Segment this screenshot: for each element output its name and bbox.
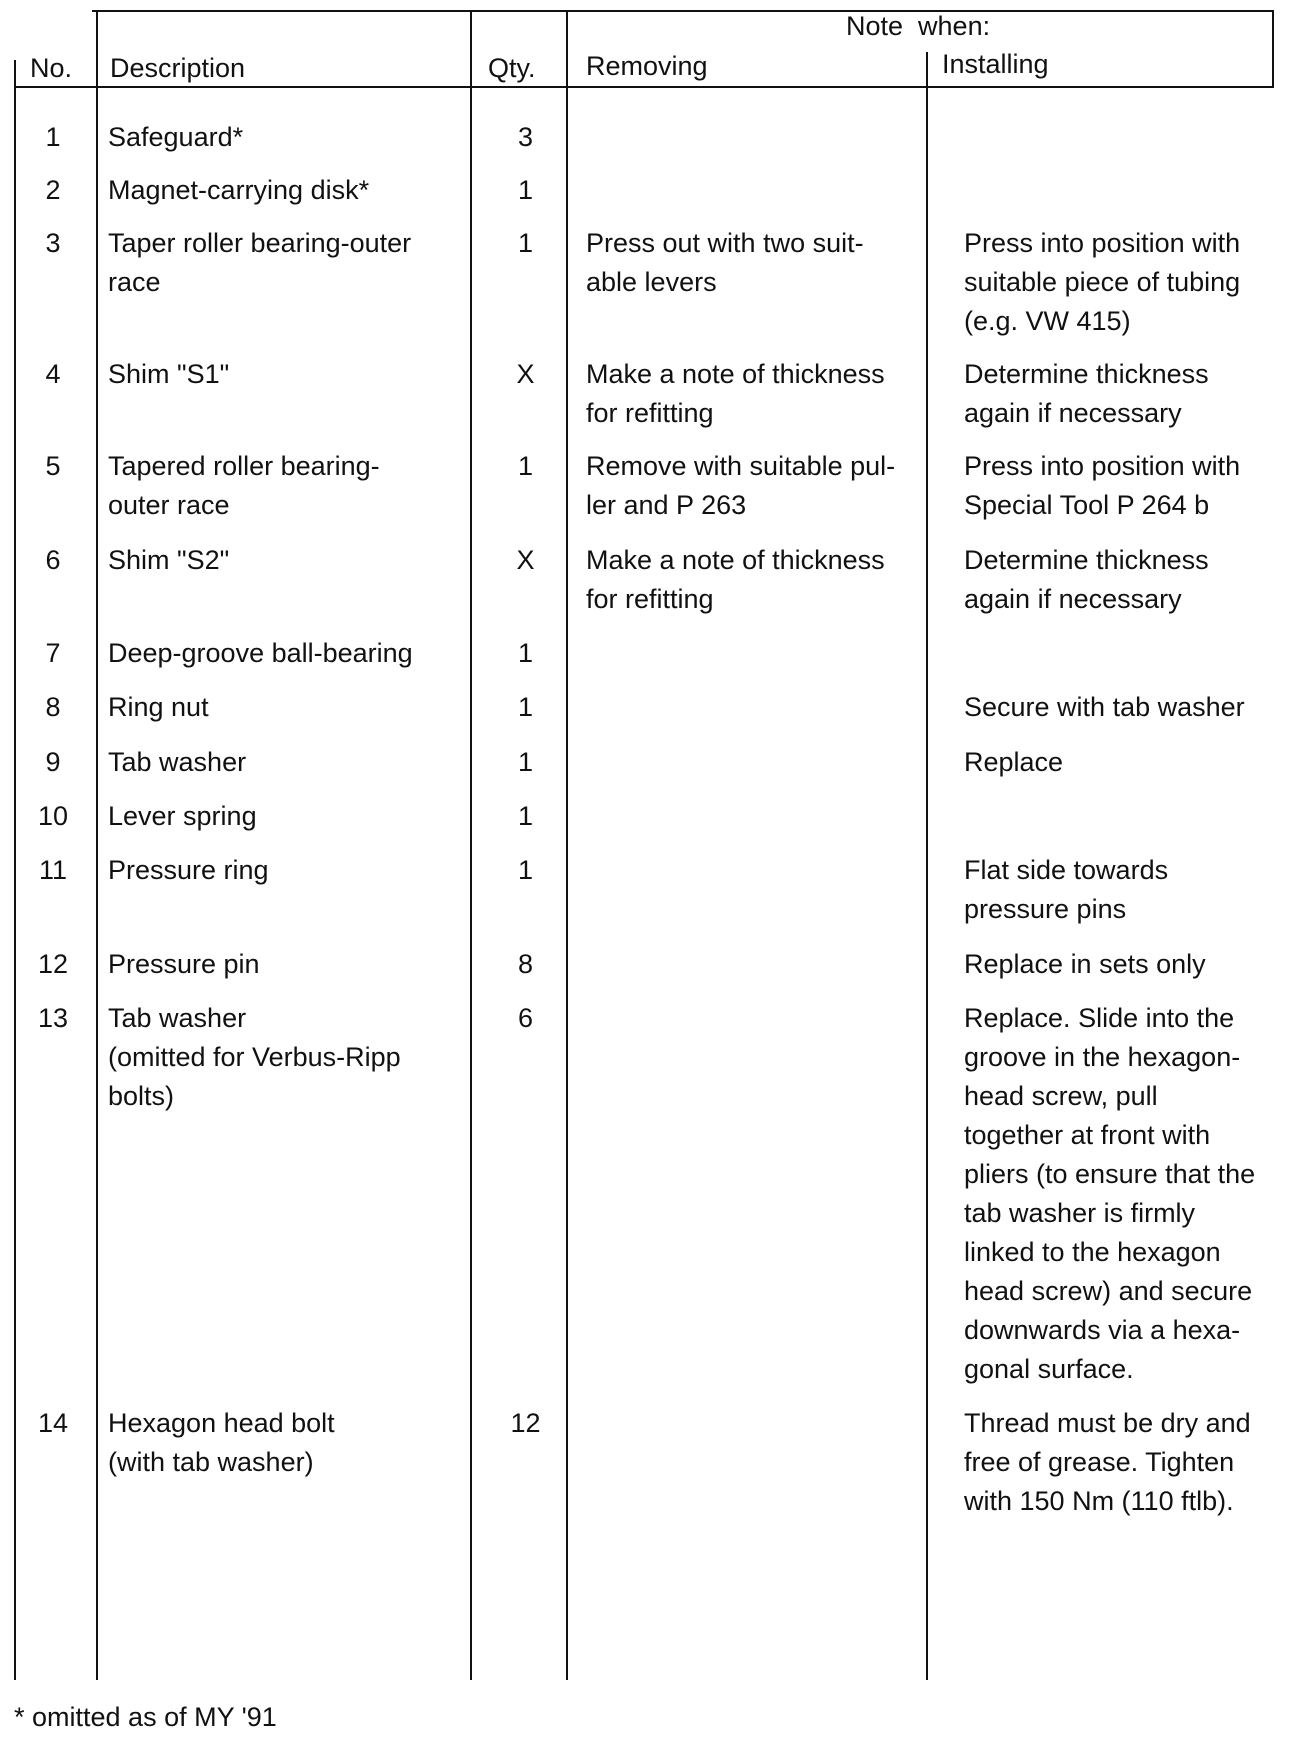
column-divider-description bbox=[470, 10, 472, 1680]
row-number: 7 bbox=[45, 638, 61, 668]
footnote: * omitted as of MY '91 bbox=[14, 1702, 277, 1732]
column-divider-removing bbox=[926, 52, 928, 1680]
row-quantity: 1 bbox=[517, 855, 534, 885]
row-description: Shim "S2" bbox=[108, 545, 230, 575]
row-installing-note: Replace. Slide into the groove in the hexagon- head screw, pull together at front with pliers (to ensure that the tab washer is firmly linked to the hexagon head screw) and secure downwards via a hexa- gonal surface. bbox=[964, 1003, 1256, 1384]
row-installing-note: Determine thickness again if necessary bbox=[964, 359, 1209, 428]
column-divider-left-edge bbox=[14, 60, 16, 1680]
row-quantity: 1 bbox=[517, 801, 534, 831]
row-removing-note: Press out with two suit- able levers bbox=[586, 228, 864, 297]
row-description: Tab washer bbox=[108, 747, 247, 777]
row-description: Pressure pin bbox=[108, 949, 260, 979]
row-quantity: 1 bbox=[517, 175, 534, 205]
row-quantity: X bbox=[516, 545, 535, 575]
row-removing-note: Make a note of thickness for refitting bbox=[586, 359, 885, 428]
row-description: Tapered roller bearing- outer race bbox=[108, 451, 380, 520]
table-top-border bbox=[92, 10, 1272, 12]
row-description: Shim "S1" bbox=[108, 359, 230, 389]
header-description: Description bbox=[110, 53, 246, 83]
row-number: 1 bbox=[45, 122, 61, 152]
row-quantity: 1 bbox=[517, 747, 534, 777]
row-description: Lever spring bbox=[108, 801, 257, 831]
row-installing-note: Determine thickness again if necessary bbox=[964, 545, 1209, 614]
row-description: Ring nut bbox=[108, 692, 209, 722]
row-installing-note: Press into position with Special Tool P 264 b bbox=[964, 451, 1241, 520]
row-number: 8 bbox=[45, 692, 61, 722]
header-note-when: Note when: bbox=[846, 11, 991, 41]
row-quantity: 1 bbox=[517, 228, 534, 258]
row-number: 4 bbox=[45, 359, 61, 389]
row-description: Hexagon head bolt (with tab washer) bbox=[108, 1408, 335, 1477]
row-installing-note: Flat side towards pressure pins bbox=[964, 855, 1169, 924]
row-installing-note: Replace in sets only bbox=[964, 949, 1206, 979]
header-removing: Removing bbox=[586, 51, 708, 81]
row-quantity: 1 bbox=[517, 692, 534, 722]
row-quantity: 1 bbox=[517, 638, 534, 668]
column-divider-no bbox=[96, 10, 98, 1680]
row-description: Taper roller bearing-outer race bbox=[108, 228, 412, 297]
row-quantity: 3 bbox=[517, 122, 534, 152]
row-installing-note: Press into position with suitable piece of tubing (e.g. VW 415) bbox=[964, 228, 1241, 336]
row-number: 13 bbox=[37, 1003, 69, 1033]
row-number: 9 bbox=[45, 747, 61, 777]
row-description: Safeguard* bbox=[108, 122, 244, 152]
row-number: 5 bbox=[45, 451, 61, 481]
row-installing-note: Replace bbox=[964, 747, 1064, 777]
row-description: Pressure ring bbox=[108, 855, 269, 885]
row-removing-note: Make a note of thickness for refitting bbox=[586, 545, 885, 614]
row-quantity: 1 bbox=[517, 451, 534, 481]
row-quantity: 8 bbox=[517, 949, 534, 979]
header-qty: Qty. bbox=[488, 53, 536, 83]
row-number: 14 bbox=[37, 1408, 69, 1438]
header-installing: Installing bbox=[942, 49, 1049, 79]
column-divider-right-edge bbox=[1272, 10, 1274, 88]
header-bottom-border bbox=[14, 86, 1272, 88]
row-description: Tab washer (omitted for Verbus-Ripp bolts) bbox=[108, 1003, 401, 1111]
row-quantity: 12 bbox=[510, 1408, 541, 1438]
row-removing-note: Remove with suitable pul- ler and P 263 bbox=[586, 451, 896, 520]
row-quantity: X bbox=[516, 359, 535, 389]
row-quantity: 6 bbox=[517, 1003, 534, 1033]
row-number: 12 bbox=[37, 949, 69, 979]
row-number: 2 bbox=[45, 175, 61, 205]
row-number: 3 bbox=[45, 228, 61, 258]
row-installing-note: Secure with tab washer bbox=[964, 692, 1245, 722]
row-number: 6 bbox=[45, 545, 61, 575]
row-description: Magnet-carrying disk* bbox=[108, 175, 370, 205]
row-number: 10 bbox=[37, 801, 69, 831]
row-number: 11 bbox=[38, 855, 68, 885]
header-no: No. bbox=[30, 53, 73, 83]
row-description: Deep-groove ball-bearing bbox=[108, 638, 413, 668]
row-installing-note: Thread must be dry and free of grease. Tighten with 150 Nm (110 ftlb). bbox=[964, 1408, 1251, 1516]
